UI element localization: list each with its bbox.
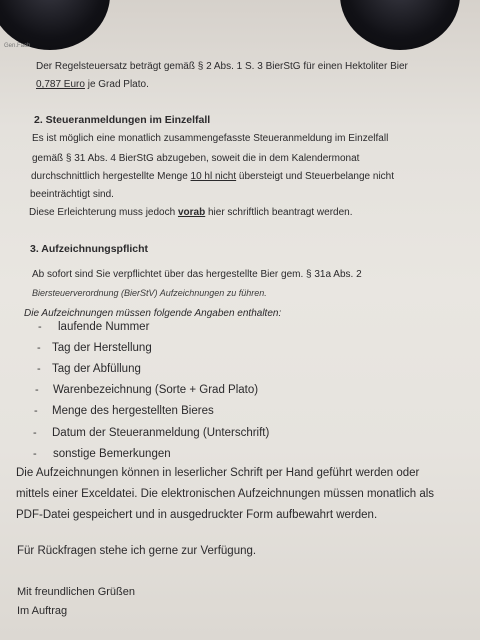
tax-amount: 0,787 Euro xyxy=(36,79,85,90)
section-3-paragraph-2: mittels einer Exceldatei. Die elektronischen Aufzeichnungen müssen monatlich als xyxy=(16,488,435,500)
intro-line-2 xyxy=(36,78,149,91)
section-2-line-5: Diese Erleichterung muss jedoch vorab hier schriftlich beantragt werden. xyxy=(29,207,353,218)
section-3-paragraph-3: PDF-Datei gespeichert und in ausgedruckter Form aufbewahrt werden. xyxy=(16,509,378,521)
intro-line-2-rest: je Grad Plato. xyxy=(84,79,149,90)
section-3-paragraph-1: Die Aufzeichnungen können in leserlicher Schrift per Hand geführt werden oder xyxy=(16,467,420,479)
list-item: Menge des hergestellten Bieres xyxy=(52,405,214,417)
closing-auftrag: Im Auftrag xyxy=(17,605,68,617)
list-item: sonstige Bemerkungen xyxy=(53,448,171,460)
list-item: Datum der Steueranmeldung (Unterschrift) xyxy=(52,427,270,439)
intro-line-1: Der Regelsteuersatz beträgt gemäß § 2 Abs. 1 S. 3 BierStG für einen Hektoliter Bier xyxy=(36,61,408,72)
section-3-line-2: Biersteuerverordnung (BierStV) Aufzeichnungen zu führen. xyxy=(32,288,267,298)
list-item: Warenbezeichnung (Sorte + Grad Plato) xyxy=(53,384,259,396)
bullet-dash: - xyxy=(34,405,38,417)
closing-greeting: Mit freundlichen Grüßen xyxy=(17,586,135,598)
bullet-dash: - xyxy=(37,363,41,375)
section-2-heading: 2. Steueranmeldungen im Einzelfall xyxy=(34,114,211,126)
section-2-line-2: gemäß § 31 Abs. 4 BierStG abzugeben, soweit die in dem Kalendermonat xyxy=(32,153,360,164)
closing-questions: Für Rückfragen stehe ich gerne zur Verfügung. xyxy=(17,545,257,557)
bullet-dash: - xyxy=(33,427,37,439)
bullet-dash: - xyxy=(38,321,42,333)
vorab-emphasis: vorab xyxy=(177,207,206,218)
section-3-line-3: Die Aufzeichnungen müssen folgende Angaben enthalten: xyxy=(24,308,282,319)
bullet-dash: - xyxy=(33,448,37,460)
quantity-limit: 10 hl nicht xyxy=(190,171,237,182)
section-2-line-4: beeinträchtigt sind. xyxy=(30,189,114,200)
stamp-text: Gen.Fach xyxy=(4,43,31,49)
list-item: Tag der Herstellung xyxy=(52,342,152,354)
section-2-line-1: Es ist möglich eine monatlich zusammengefasste Steueranmeldung im Einzelfall xyxy=(32,133,389,144)
section-3-line-1: Ab sofort sind Sie verpflichtet über das hergestellte Bier gem. § 31a Abs. 2 xyxy=(32,269,362,280)
list-item: Tag der Abfüllung xyxy=(52,363,141,375)
section-2-line-3: durchschnittlich hergestellte Menge 10 hl nicht übersteigt und Steuerbelange nicht xyxy=(31,171,395,182)
bullet-dash: - xyxy=(35,384,39,396)
bullet-dash: - xyxy=(37,342,41,354)
list-item: laufende Nummer xyxy=(58,321,150,333)
section-3-heading: 3. Aufzeichnungspflicht xyxy=(30,243,149,255)
